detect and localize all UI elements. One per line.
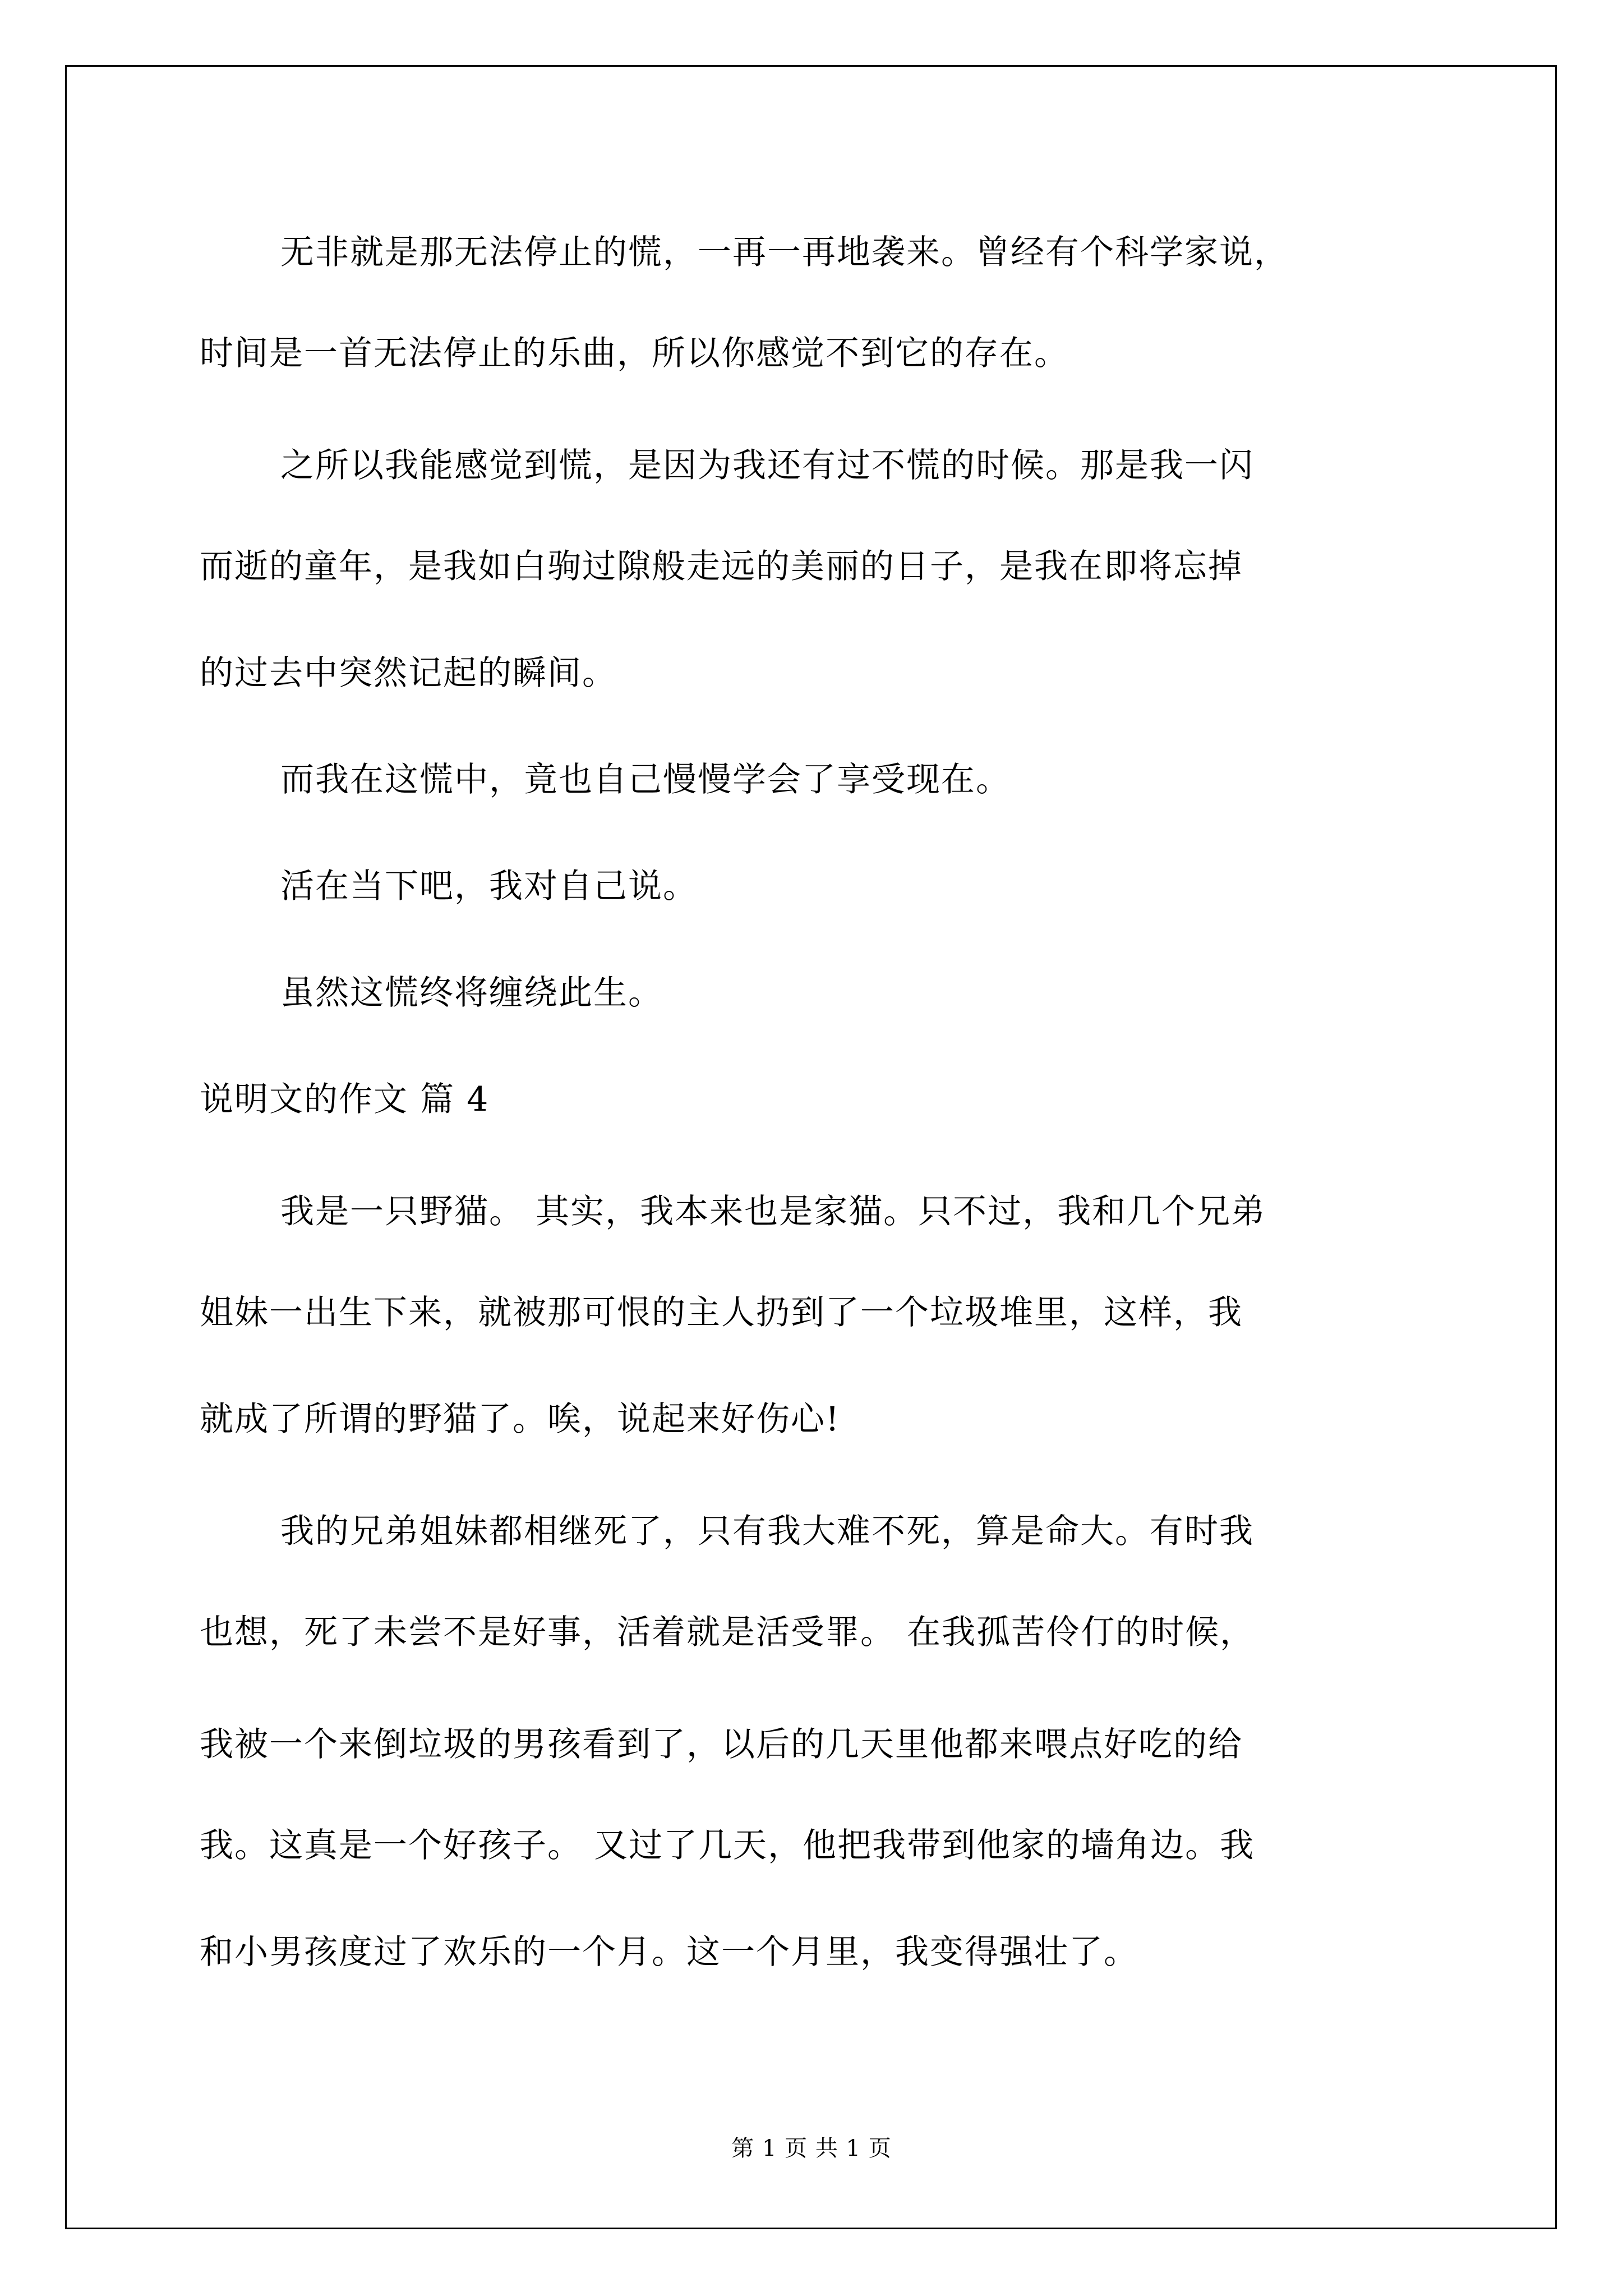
paragraph-line: 我的兄弟姐妹都相继死了，只有我大难不死，算是命大。有时我 [280, 1512, 1254, 1551]
page-border [65, 65, 1557, 2229]
page-footer: 第 1 页 共 1 页 [731, 2136, 892, 2161]
paragraph-line: 时间是一首无法停止的乐曲，所以你感觉不到它的存在。 [200, 334, 1069, 373]
paragraph-line: 而我在这慌中，竟也自己慢慢学会了享受现在。 [280, 760, 1011, 799]
paragraph-line: 的过去中突然记起的瞬间。 [200, 654, 617, 693]
paragraph-line: 而逝的童年，是我如白驹过隙般走远的美丽的日子，是我在即将忘掉 [200, 547, 1243, 586]
paragraph-line: 无非就是那无法停止的慌，一再一再地袭来。曾经有个科学家说， [280, 233, 1289, 272]
paragraph-line: 之所以我能感觉到慌，是因为我还有过不慌的时候。那是我一闪 [280, 446, 1254, 485]
paragraph-line: 也想，死了未尝不是好事，活着就是活受罪。 在我孤苦伶仃的时候， [200, 1613, 1255, 1652]
section-heading: 说明文的作文 篇 4 [200, 1080, 490, 1119]
paragraph-line: 和小男孩度过了欢乐的一个月。这一个月里，我变得强壮了。 [200, 1932, 1138, 1972]
paragraph-line: 就成了所谓的野猫了。唉，说起来好伤心! [200, 1400, 841, 1439]
paragraph-line: 我是一只野猫。 其实，我本来也是家猫。只不过，我和几个兄弟 [280, 1192, 1266, 1231]
paragraph-line: 活在当下吧，我对自己说。 [280, 867, 698, 906]
paragraph-line: 虽然这慌终将缠绕此生。 [280, 973, 663, 1013]
paragraph-line: 姐妹一出生下来，就被那可恨的主人扔到了一个垃圾堆里，这样，我 [200, 1293, 1243, 1332]
paragraph-line: 我被一个来倒垃圾的男孩看到了，以后的几天里他都来喂点好吃的给 [200, 1725, 1243, 1764]
paragraph-line: 我。这真是一个好孩子。 又过了几天，他把我带到他家的墙角边。我 [200, 1826, 1255, 1865]
